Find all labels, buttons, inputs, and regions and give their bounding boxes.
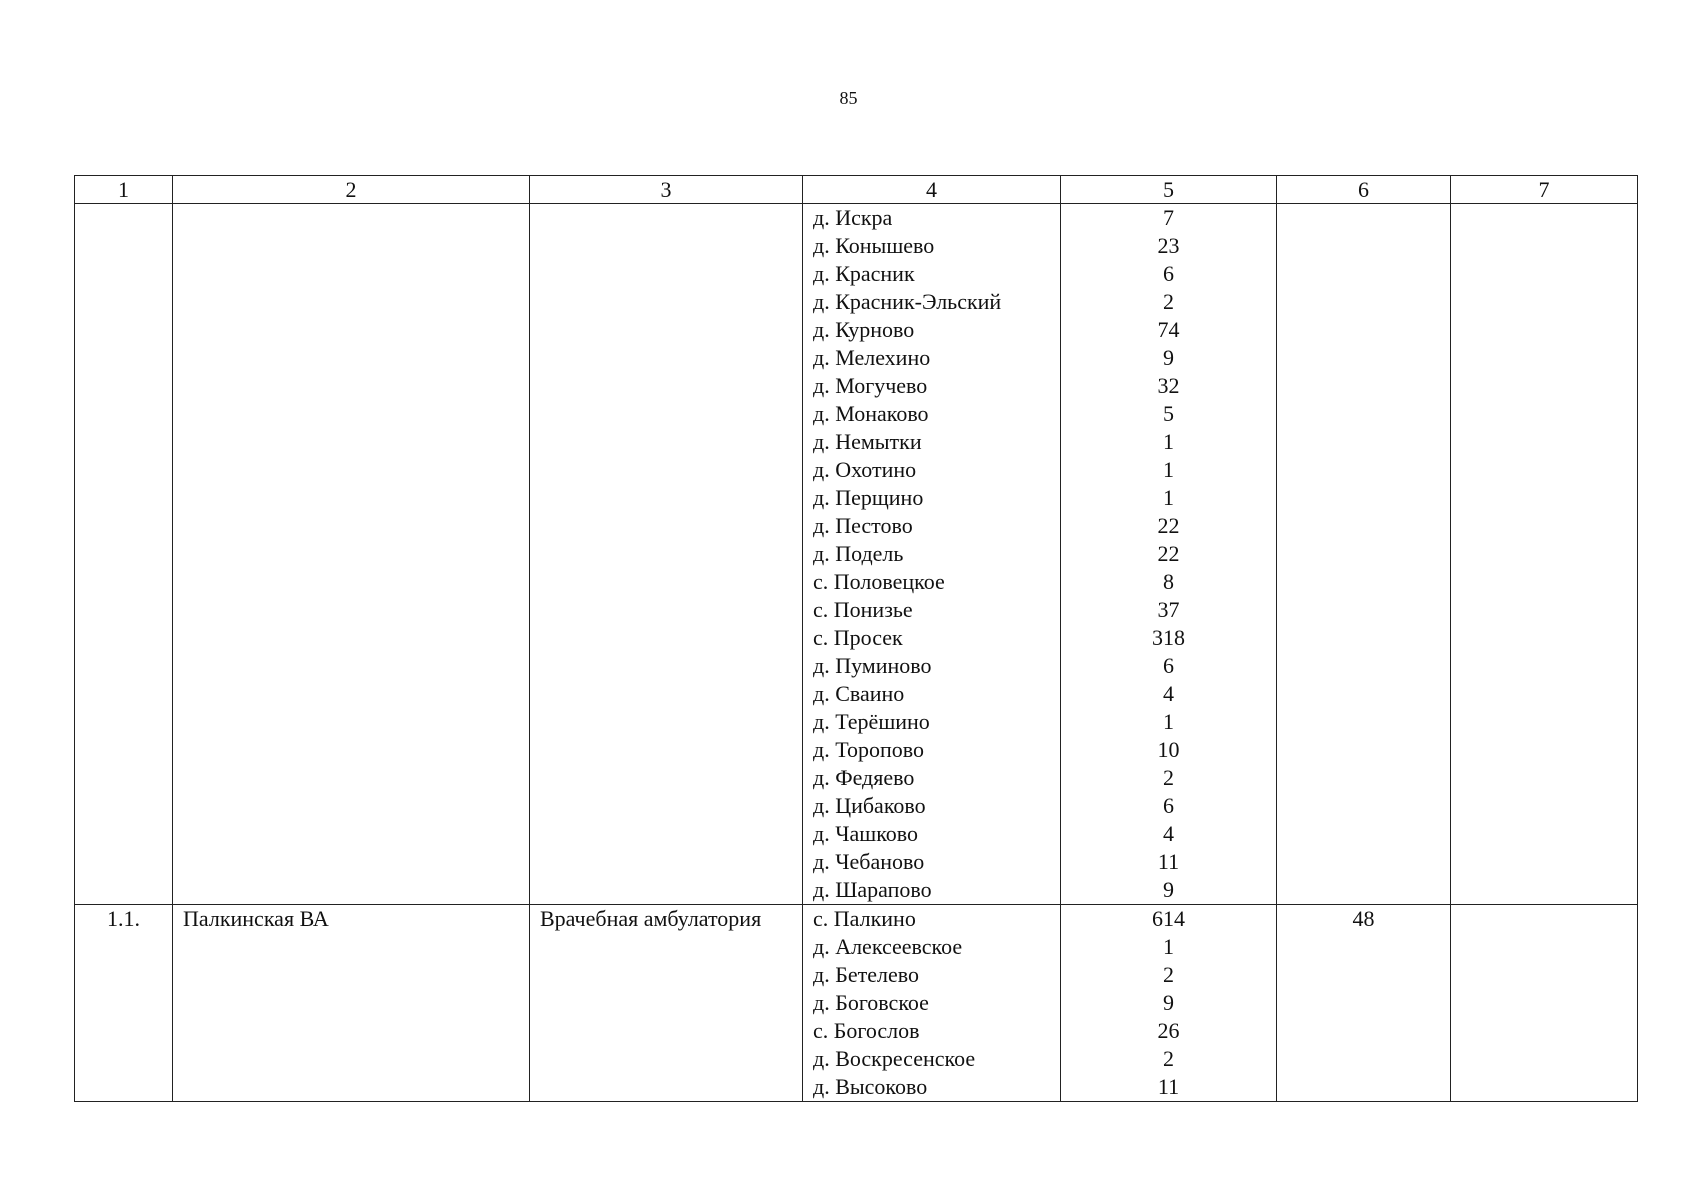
settlement-name: д. Шарапово xyxy=(813,877,932,902)
settlement-name: д. Высоково xyxy=(813,1074,928,1099)
settlement-value: 26 xyxy=(1157,1018,1180,1043)
header-row xyxy=(75,176,1638,204)
settlement-value: 22 xyxy=(1157,541,1180,566)
settlement-name: д. Сваино xyxy=(813,681,905,706)
institution-name-cell xyxy=(173,204,530,905)
institution-name-cell xyxy=(173,905,530,1102)
settlement-value: 318 xyxy=(1152,625,1185,650)
settlements-cell xyxy=(803,905,1061,1102)
settlement-value: 37 xyxy=(1157,597,1180,622)
settlement-name: д. Терёшино xyxy=(813,709,930,734)
settlement-values-cell xyxy=(1061,905,1277,1102)
institution-name: Палкинская ВА xyxy=(183,906,329,931)
settlement-values-cell xyxy=(1061,204,1277,905)
table-row-section-1-1 xyxy=(75,905,1638,1102)
settlement-name: д. Пестово xyxy=(813,513,913,538)
settlement-name: д. Пуминово xyxy=(813,653,932,678)
settlement-name: д. Немытки xyxy=(813,429,922,454)
settlement-name: д. Охотино xyxy=(813,457,917,482)
settlement-name: д. Курново xyxy=(813,317,915,342)
settlement-name: д. Боговское xyxy=(813,990,929,1015)
settlement-name: д. Торопово xyxy=(813,737,924,762)
settlement-value: 2 xyxy=(1163,1046,1174,1071)
settlements-table xyxy=(74,175,1638,1102)
settlement-value: 4 xyxy=(1163,681,1174,706)
settlement-name: с. Половецкое xyxy=(813,569,945,594)
section-number-cell xyxy=(75,905,173,1102)
institution-type-cell xyxy=(530,204,803,905)
settlement-name: с. Понизье xyxy=(813,597,913,622)
settlement-value: 1 xyxy=(1163,485,1174,510)
table-row-section-continued xyxy=(75,204,1638,905)
section-total: 48 xyxy=(1352,906,1375,931)
settlement-value: 6 xyxy=(1163,261,1174,286)
settlement-name: д. Могучево xyxy=(813,373,928,398)
settlement-value: 11 xyxy=(1157,849,1180,874)
header-col-4: 4 xyxy=(803,176,1061,204)
settlement-value: 4 xyxy=(1163,821,1174,846)
section-number-cell xyxy=(75,204,173,905)
header-col-2: 2 xyxy=(173,176,530,204)
settlement-value: 1 xyxy=(1163,457,1174,482)
settlement-value: 9 xyxy=(1163,990,1174,1015)
settlement-name: д. Подель xyxy=(813,541,904,566)
institution-type-cell xyxy=(530,905,803,1102)
settlement-value: 8 xyxy=(1163,569,1174,594)
header-col-5: 5 xyxy=(1061,176,1277,204)
settlement-value: 32 xyxy=(1157,373,1180,398)
note-cell xyxy=(1451,905,1638,1102)
settlement-value: 5 xyxy=(1163,401,1174,426)
settlement-name: д. Цибаково xyxy=(813,793,926,818)
settlement-name: д. Красник-Эльский xyxy=(813,289,1002,314)
page-number: 85 xyxy=(839,88,858,108)
settlement-value: 2 xyxy=(1163,765,1174,790)
settlement-value: 9 xyxy=(1163,877,1174,902)
settlement-value: 2 xyxy=(1163,289,1174,314)
settlement-value: 9 xyxy=(1163,345,1174,370)
settlement-value: 10 xyxy=(1157,737,1180,762)
settlement-value: 23 xyxy=(1157,233,1180,258)
total-cell xyxy=(1277,905,1451,1102)
institution-type: Врачебная амбулатория xyxy=(540,906,762,931)
settlement-name: д. Чашково xyxy=(813,821,919,846)
settlement-name: д. Алексеевское xyxy=(813,934,963,959)
note-cell xyxy=(1451,204,1638,905)
header-col-1: 1 xyxy=(75,176,173,204)
header-col-3: 3 xyxy=(530,176,803,204)
settlement-name: д. Бетелево xyxy=(813,962,919,987)
settlement-name: д. Красник xyxy=(813,261,915,286)
settlement-name: д. Конышево xyxy=(813,233,935,258)
settlement-value: 6 xyxy=(1163,653,1174,678)
settlement-name: д. Монаково xyxy=(813,401,929,426)
settlements-cell xyxy=(803,204,1061,905)
settlement-name: д. Чебаново xyxy=(813,849,925,874)
settlement-value: 2 xyxy=(1163,962,1174,987)
section-number: 1.1. xyxy=(107,906,140,931)
settlement-value: 1 xyxy=(1163,934,1174,959)
settlement-value: 1 xyxy=(1163,429,1174,454)
settlement-name: с. Богослов xyxy=(813,1018,920,1043)
total-cell xyxy=(1277,204,1451,905)
settlement-name: д. Воскресенское xyxy=(813,1046,976,1071)
settlement-value: 11 xyxy=(1157,1074,1180,1099)
settlement-value: 74 xyxy=(1157,317,1180,342)
settlement-value: 6 xyxy=(1163,793,1174,818)
settlement-name: д. Федяево xyxy=(813,765,915,790)
settlement-name: с. Просек xyxy=(813,625,903,650)
settlement-name: д. Перщино xyxy=(813,485,924,510)
header-col-6: 6 xyxy=(1277,176,1451,204)
header-col-7: 7 xyxy=(1451,176,1638,204)
settlement-name: д. Искра xyxy=(813,205,893,230)
settlement-value: 22 xyxy=(1157,513,1180,538)
settlement-value: 614 xyxy=(1152,906,1185,931)
settlement-value: 7 xyxy=(1163,205,1174,230)
settlement-name: с. Палкино xyxy=(813,906,916,931)
settlement-value: 1 xyxy=(1163,709,1174,734)
settlement-name: д. Мелехино xyxy=(813,345,931,370)
